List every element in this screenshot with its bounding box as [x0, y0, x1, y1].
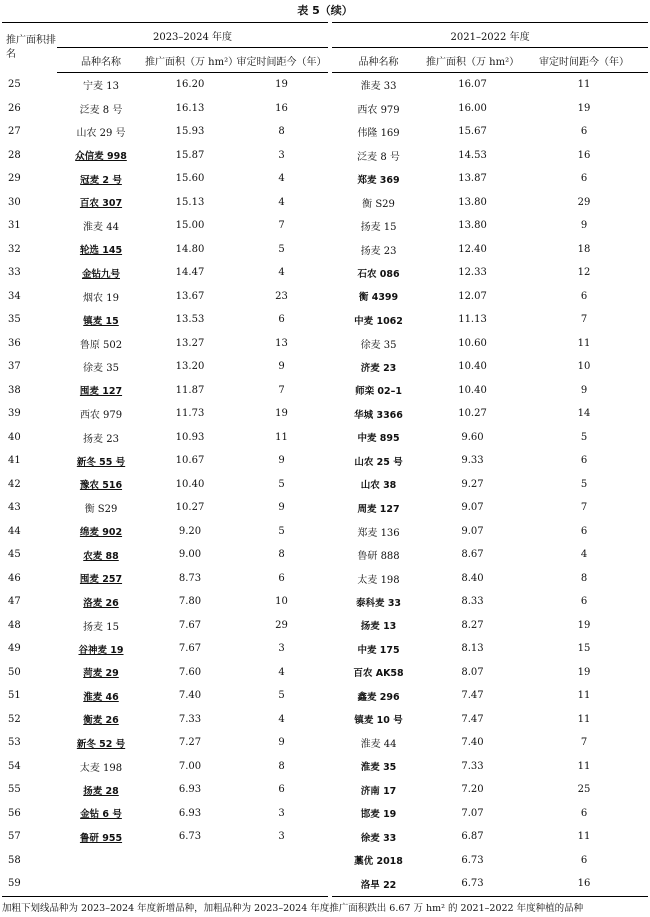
- years-a-cell: [235, 872, 330, 896]
- years-a-cell: 23: [275, 290, 288, 302]
- period-a-header: 2023–2024 年度: [57, 23, 330, 48]
- area-b-cell: 13.87: [458, 173, 487, 185]
- years-b-cell: 6: [580, 455, 588, 467]
- area-a-cell: 10.67: [175, 455, 205, 467]
- area-b-cell: 9.07: [461, 502, 484, 514]
- area-a-cell: 10.40: [175, 478, 205, 490]
- table-row: [2, 120, 648, 144]
- years-a-cell: 29: [275, 619, 288, 631]
- years-a-cell: 7: [278, 220, 285, 232]
- rank-cell: 43: [8, 502, 21, 514]
- table-row: [2, 73, 648, 97]
- years-a-cell: 10: [275, 596, 288, 608]
- rank-cell: 58: [8, 854, 21, 866]
- years-b-cell: 7: [580, 502, 588, 514]
- variety-header-b: 品种名称: [330, 48, 425, 73]
- rank-cell: 29: [8, 173, 21, 185]
- variety-a-cell: 鲁原 502: [79, 339, 123, 351]
- period-b-header: 2021–2022 年度: [330, 23, 648, 48]
- variety-a-cell: 衡麦 26: [83, 715, 119, 727]
- variety-b-cell: 中麦 1062: [330, 308, 425, 332]
- area-a-cell: 14.80: [175, 243, 205, 255]
- area-header-b: 推广面积（万 hm²）: [425, 48, 520, 73]
- area-b-cell: 11.13: [458, 314, 487, 326]
- rank-cell: 55: [8, 784, 21, 796]
- variety-b-cell: 衡 S29: [330, 191, 425, 215]
- rank-cell: 30: [8, 196, 21, 208]
- table-row: [2, 167, 648, 191]
- variety-a-cell: 淮麦 46: [83, 691, 119, 703]
- years-b-cell: 11: [577, 337, 591, 349]
- area-a-cell: 7.67: [178, 619, 202, 631]
- variety-a-cell: 囤麦 257: [79, 574, 123, 586]
- years-b-cell: 11: [577, 713, 591, 725]
- variety-b-cell: 太麦 198: [330, 567, 425, 591]
- years-a-cell: 13: [275, 337, 288, 349]
- variety-a-cell: 农麦 88: [83, 550, 119, 562]
- area-a-cell: [145, 849, 235, 873]
- variety-header-a: 品种名称: [57, 48, 145, 73]
- area-a-cell: 11.87: [175, 384, 205, 396]
- variety-b-cell: 淮麦 35: [330, 755, 425, 779]
- years-a-cell: 4: [278, 267, 285, 279]
- variety-b-cell: 邯麦 19: [330, 802, 425, 826]
- years-a-cell: 6: [278, 784, 285, 796]
- variety-b-cell: 扬麦 13: [330, 614, 425, 638]
- variety-b-cell: 衡 4399: [330, 285, 425, 309]
- table-row: [2, 614, 648, 638]
- years-a-cell: 4: [278, 713, 285, 725]
- rank-cell: 51: [8, 690, 21, 702]
- area-b-cell: 12.33: [458, 267, 487, 279]
- area-a-cell: 7.40: [178, 690, 202, 702]
- rank-cell: 26: [8, 102, 21, 114]
- variety-a-cell: 太麦 198: [79, 762, 123, 774]
- table-row: [2, 778, 648, 802]
- area-b-cell: 8.07: [461, 666, 484, 678]
- years-a-cell: 3: [278, 831, 285, 843]
- variety-a-cell: 众信麦 998: [75, 151, 127, 163]
- table-row: [2, 543, 648, 567]
- table-row: [2, 214, 648, 238]
- years-a-cell: 5: [278, 478, 285, 490]
- variety-b-cell: 伟隆 169: [330, 120, 425, 144]
- area-b-cell: 9.60: [461, 431, 484, 443]
- years-b-cell: 8: [580, 572, 588, 584]
- table-row: [2, 449, 648, 473]
- variety-table: [2, 22, 648, 897]
- rank-cell: 42: [8, 478, 21, 490]
- rank-cell: 49: [8, 643, 21, 655]
- rank-cell: 59: [2, 872, 57, 896]
- years-b-cell: 5: [580, 478, 588, 490]
- area-b-cell: 8.13: [461, 643, 484, 655]
- area-a-cell: 15.13: [175, 196, 205, 208]
- area-a-cell: 7.00: [178, 760, 202, 772]
- rank-cell: 31: [8, 220, 21, 232]
- area-a-cell: 6.73: [178, 831, 202, 843]
- years-b-cell: 9: [580, 384, 588, 396]
- area-a-cell: 7.27: [178, 737, 202, 749]
- area-a-cell: 15.00: [175, 220, 205, 232]
- rank-cell: 50: [8, 666, 21, 678]
- rank-cell: 35: [8, 314, 21, 326]
- area-a-cell: 14.47: [175, 267, 205, 279]
- years-header-a: 审定时间距今（年）: [235, 48, 330, 73]
- area-b-cell: 14.53: [458, 149, 487, 161]
- area-b-cell: 16.07: [458, 79, 487, 91]
- table-row: [2, 849, 648, 873]
- variety-b-cell: 扬麦 23: [330, 238, 425, 262]
- variety-a-cell: 西农 979: [79, 410, 123, 422]
- area-a-cell: 6.93: [178, 784, 202, 796]
- table-row: [2, 708, 648, 732]
- variety-a-cell: 金钻九号: [81, 268, 120, 280]
- variety-b-cell: 淮麦 44: [330, 731, 425, 755]
- rank-cell: 28: [8, 149, 21, 161]
- table-row: [2, 731, 648, 755]
- years-b-cell: 5: [580, 431, 588, 443]
- area-b-cell: 10.40: [458, 361, 487, 373]
- variety-a-cell: 扬麦 28: [83, 785, 119, 797]
- years-b-cell: 19: [577, 619, 591, 631]
- table-row: [2, 520, 648, 544]
- rank-cell: 47: [8, 596, 21, 608]
- rank-cell: 57: [8, 831, 21, 843]
- table-row: [2, 426, 648, 450]
- table-row: [2, 684, 648, 708]
- years-a-cell: 9: [278, 737, 285, 749]
- area-b-cell: 10.27: [458, 408, 487, 420]
- footnote: 加粗下划线品种为 2023–2024 年度新增品种，加粗品种为 2023–2024 年度推广面积跌出 6.67 万 hm² 的 2021–2022 年度种植的品种: [2, 903, 584, 914]
- years-b-cell: 15: [577, 643, 591, 655]
- years-b-cell: 6: [580, 290, 588, 302]
- years-b-cell: 25: [577, 784, 591, 796]
- years-a-cell: 4: [278, 666, 285, 678]
- area-b-cell: 13.80: [458, 220, 487, 232]
- years-b-cell: 10: [577, 361, 591, 373]
- area-a-cell: 10.93: [175, 431, 205, 443]
- area-b-cell: 8.67: [461, 549, 484, 561]
- table-row: [2, 332, 648, 356]
- variety-a-cell: 冠麦 2 号: [80, 174, 122, 186]
- area-a-cell: 6.93: [178, 807, 202, 819]
- years-b-cell: 14: [577, 408, 591, 420]
- years-b-cell: 9: [580, 220, 588, 232]
- years-a-cell: 19: [275, 79, 288, 91]
- variety-b-cell: 淮麦 33: [330, 73, 425, 97]
- variety-b-cell: 扬麦 15: [330, 214, 425, 238]
- area-b-cell: 13.80: [458, 196, 487, 208]
- years-b-cell: 29: [577, 196, 591, 208]
- area-a-cell: 9.00: [178, 549, 202, 561]
- years-a-cell: 3: [278, 807, 285, 819]
- area-a-cell: 15.60: [175, 173, 205, 185]
- variety-b-cell: 郑麦 136: [330, 520, 425, 544]
- area-a-cell: 7.60: [178, 666, 202, 678]
- variety-b-cell: 郑麦 369: [330, 167, 425, 191]
- variety-a-cell: 囤麦 127: [79, 386, 123, 398]
- variety-a-cell: 百农 307: [79, 198, 123, 210]
- years-a-cell: 9: [278, 361, 285, 373]
- area-a-cell: 7.33: [178, 713, 202, 725]
- area-a-cell: 7.80: [178, 596, 202, 608]
- area-a-cell: 11.73: [175, 408, 205, 420]
- years-b-cell: 19: [577, 102, 591, 114]
- area-b-cell: 8.33: [461, 596, 484, 608]
- table-row: [2, 473, 648, 497]
- rank-cell: 48: [8, 619, 21, 631]
- table-row: [2, 144, 648, 168]
- table-row: [2, 379, 648, 403]
- area-b-cell: 6.87: [461, 831, 484, 843]
- years-b-cell: 11: [577, 79, 591, 91]
- variety-a-cell: 新冬 52 号: [76, 738, 126, 750]
- rank-cell: 25: [8, 79, 21, 90]
- variety-a-cell: 徐麦 35: [83, 363, 119, 375]
- variety-b-cell: 鑫麦 296: [330, 684, 425, 708]
- years-a-cell: 8: [278, 549, 285, 561]
- years-a-cell: 8: [278, 126, 285, 138]
- area-a-cell: 16.13: [175, 102, 205, 114]
- variety-b-cell: 百农 AK58: [330, 661, 425, 685]
- variety-b-cell: 济南 17: [330, 778, 425, 802]
- variety-b-cell: 师栾 02–1: [330, 379, 425, 403]
- table-row: [2, 402, 648, 426]
- area-b-cell: 10.40: [458, 384, 487, 396]
- variety-b-cell: 鲁研 888: [330, 543, 425, 567]
- rank-cell: 53: [8, 737, 21, 749]
- variety-b-cell: 泛麦 8 号: [330, 144, 425, 168]
- table-row: [2, 802, 648, 826]
- years-a-cell: 16: [275, 102, 288, 114]
- variety-b-cell: 济麦 23: [330, 355, 425, 379]
- variety-b-cell: 中麦 175: [330, 637, 425, 661]
- years-a-cell: 4: [278, 173, 285, 185]
- variety-a-cell: 山农 29 号: [76, 128, 126, 140]
- area-b-cell: 15.67: [458, 126, 487, 138]
- area-b-cell: 16.00: [458, 102, 487, 114]
- years-a-cell: 5: [278, 525, 285, 537]
- rank-cell: 39: [8, 408, 21, 420]
- variety-a-cell: 宁麦 13: [83, 81, 119, 93]
- rank-cell: 34: [8, 290, 21, 302]
- area-b-cell: 7.47: [461, 690, 484, 702]
- variety-b-cell: 洛旱 22: [330, 872, 425, 896]
- table-row: [2, 755, 648, 779]
- variety-a-cell: 镇麦 15: [83, 315, 119, 327]
- variety-b-cell: 西农 979: [330, 97, 425, 121]
- rank-cell: 41: [8, 455, 21, 467]
- area-a-cell: 13.67: [175, 290, 205, 302]
- rank-header: 推广面积排名: [2, 23, 57, 73]
- variety-a-cell: 绵麦 902: [79, 527, 123, 539]
- area-b-cell: 7.33: [461, 760, 484, 772]
- variety-a-cell: 扬麦 15: [83, 621, 119, 633]
- years-a-cell: 9: [278, 502, 285, 514]
- years-a-cell: 6: [278, 572, 285, 584]
- variety-a-cell: 新冬 55 号: [76, 456, 126, 468]
- area-b-cell: 10.60: [458, 337, 487, 349]
- years-b-cell: 12: [577, 267, 591, 279]
- years-b-cell: 6: [580, 596, 588, 608]
- years-b-cell: 11: [577, 690, 591, 702]
- area-b-cell: 8.40: [461, 572, 484, 584]
- area-b-cell: 7.20: [461, 784, 484, 796]
- variety-a-cell: 衡 S29: [84, 504, 118, 516]
- rank-cell: 52: [8, 713, 21, 725]
- area-a-cell: 13.27: [175, 337, 205, 349]
- area-b-cell: 7.47: [461, 713, 484, 725]
- area-a-cell: 16.20: [175, 79, 205, 91]
- years-header-b: 审定时间距今（年）: [520, 48, 648, 73]
- rank-cell: 33: [8, 267, 21, 279]
- rank-cell: 27: [8, 126, 21, 138]
- variety-a-cell: 泛麦 8 号: [79, 104, 123, 116]
- rank-cell: 46: [8, 572, 21, 584]
- variety-a-cell: 金钻 6 号: [80, 809, 122, 821]
- area-b-cell: 7.07: [461, 807, 484, 819]
- years-a-cell: 3: [278, 643, 285, 655]
- table-row: [2, 285, 648, 309]
- area-a-cell: 7.67: [178, 643, 202, 655]
- variety-b-cell: 山农 25 号: [330, 449, 425, 473]
- variety-a-cell: 菏麦 29: [83, 668, 119, 680]
- rank-cell: 54: [8, 760, 21, 772]
- variety-b-cell: 徐麦 33: [330, 825, 425, 849]
- table-body: [2, 73, 648, 897]
- years-a-cell: 5: [278, 243, 285, 255]
- variety-a-cell: 鲁研 955: [79, 832, 123, 844]
- variety-b-cell: 藁优 2018: [330, 849, 425, 873]
- area-b-cell: 12.40: [458, 243, 487, 255]
- rank-cell: 38: [8, 384, 21, 396]
- variety-b-cell: 华城 3366: [330, 402, 425, 426]
- years-b-cell: 11: [577, 760, 591, 772]
- variety-a-cell: 烟农 19: [83, 292, 119, 304]
- table-row: [2, 872, 648, 896]
- rank-cell: 32: [8, 243, 21, 255]
- table-row: [2, 590, 648, 614]
- years-b-cell: 6: [580, 807, 588, 819]
- rank-cell: 45: [8, 549, 21, 561]
- variety-b-cell: 中麦 895: [330, 426, 425, 450]
- years-b-cell: 4: [580, 549, 588, 561]
- area-b-cell: 8.27: [461, 619, 484, 631]
- variety-b-cell: 泰科麦 33: [330, 590, 425, 614]
- table-row: [2, 238, 648, 262]
- years-a-cell: 9: [278, 455, 285, 467]
- years-a-cell: 11: [275, 431, 288, 443]
- variety-b-cell: 山农 38: [330, 473, 425, 497]
- variety-a-cell: 轮选 145: [79, 245, 123, 257]
- table-title: 表 5（续）: [297, 4, 353, 17]
- years-b-cell: 6: [580, 854, 588, 866]
- table-row: [2, 661, 648, 685]
- variety-b-cell: 镇麦 10 号: [330, 708, 425, 732]
- rank-cell: 44: [8, 525, 21, 537]
- area-a-cell: 13.20: [175, 361, 205, 373]
- table-row: [2, 825, 648, 849]
- area-a-cell: 8.73: [178, 572, 202, 584]
- years-b-cell: 18: [577, 243, 591, 255]
- years-b-cell: 7: [580, 314, 588, 326]
- table-row: [2, 567, 648, 591]
- variety-b-cell: 周麦 127: [330, 496, 425, 520]
- variety-a-cell: 淮麦 44: [83, 222, 119, 234]
- years-a-cell: 8: [278, 760, 285, 772]
- area-a-cell: 10.27: [175, 502, 205, 514]
- area-a-cell: 15.93: [175, 126, 205, 138]
- table-row: [2, 191, 648, 215]
- years-b-cell: 6: [580, 173, 588, 185]
- area-b-cell: 7.40: [461, 737, 484, 749]
- years-b-cell: 16: [520, 872, 648, 896]
- area-a-cell: 9.20: [178, 525, 202, 537]
- rank-cell: 56: [8, 807, 21, 819]
- table-row: [2, 97, 648, 121]
- variety-a-cell: [57, 872, 145, 896]
- area-b-cell: 12.07: [458, 290, 487, 302]
- area-b-cell: 6.73: [425, 872, 520, 896]
- table-row: [2, 496, 648, 520]
- years-a-cell: 19: [275, 408, 288, 420]
- area-a-cell: 13.53: [175, 314, 205, 326]
- area-b-cell: 9.27: [461, 478, 484, 490]
- table-row: [2, 355, 648, 379]
- years-b-cell: 7: [580, 737, 588, 749]
- variety-a-cell: [57, 849, 145, 873]
- variety-b-cell: 石农 086: [330, 261, 425, 285]
- rank-cell: 40: [8, 431, 21, 443]
- years-a-cell: [235, 849, 330, 873]
- variety-a-cell: 豫农 516: [79, 480, 123, 492]
- area-b-cell: 9.07: [461, 525, 484, 537]
- years-b-cell: 19: [577, 666, 591, 678]
- table-row: [2, 637, 648, 661]
- years-a-cell: 5: [278, 690, 285, 702]
- variety-a-cell: 扬麦 23: [83, 433, 119, 445]
- variety-a-cell: 谷神麦 19: [78, 644, 124, 656]
- variety-b-cell: 徐麦 35: [330, 332, 425, 356]
- years-a-cell: 7: [278, 384, 285, 396]
- years-b-cell: 11: [577, 831, 591, 843]
- area-a-cell: 15.87: [175, 149, 205, 161]
- area-a-cell: [145, 872, 235, 896]
- years-a-cell: 3: [278, 149, 285, 161]
- area-b-cell: 6.73: [461, 854, 484, 866]
- area-b-cell: 9.33: [461, 455, 484, 467]
- years-a-cell: 4: [278, 196, 285, 208]
- rank-cell: 36: [8, 337, 21, 349]
- years-b-cell: 6: [580, 525, 588, 537]
- years-a-cell: 6: [278, 314, 285, 326]
- variety-a-cell: 洛麦 26: [83, 597, 119, 609]
- years-b-cell: 6: [580, 126, 588, 138]
- table-row: [2, 308, 648, 332]
- years-b-cell: 16: [577, 149, 591, 161]
- rank-cell: 37: [8, 361, 21, 373]
- area-header-a: 推广面积（万 hm²）: [145, 48, 235, 73]
- table-row: [2, 261, 648, 285]
